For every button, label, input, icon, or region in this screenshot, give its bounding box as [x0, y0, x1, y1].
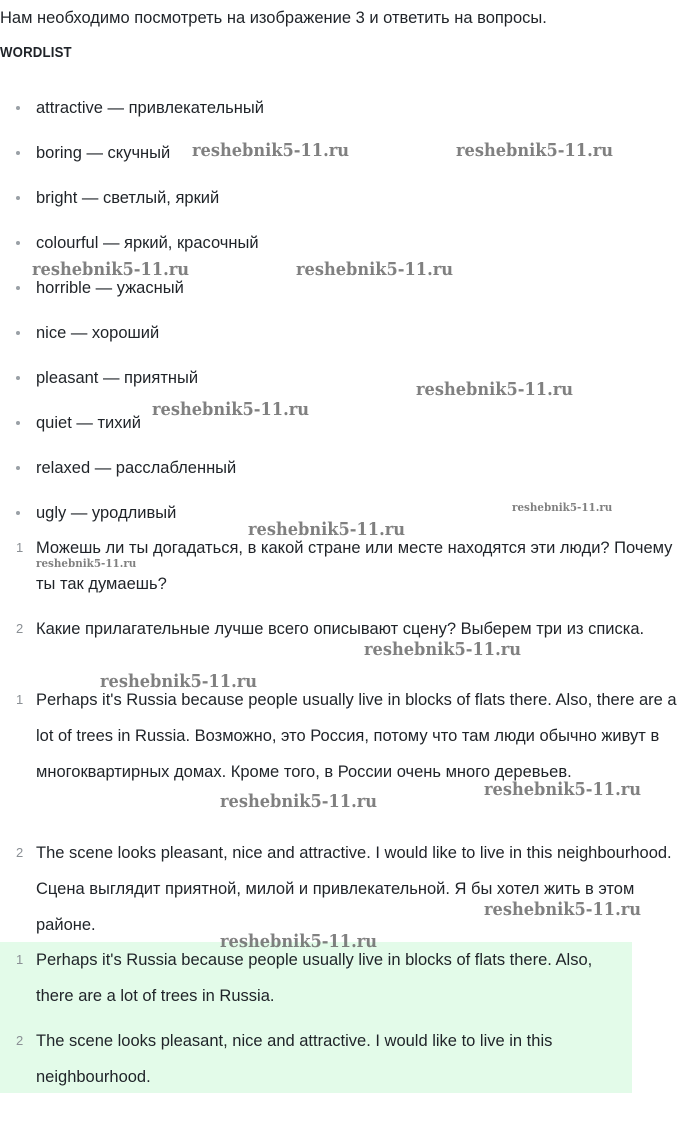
word-entry: relaxed — расслабленный: [36, 459, 237, 477]
word-entry: pleasant — приятный: [36, 369, 199, 387]
watermark: reshebnik5-11.ru: [192, 140, 350, 161]
word-entry: bright — светлый, яркий: [36, 189, 220, 207]
final-answer-text: Perhaps it's Russia because people usually live in blocks of flats there. Also, there are a lot of trees in Russia.: [36, 951, 593, 1005]
watermark: reshebnik5-11.ru: [296, 259, 454, 280]
watermark: reshebnik5-11.ru: [416, 379, 574, 400]
watermark: reshebnik5-11.ru: [456, 140, 614, 161]
word-entry: colourful — яркий, красочный: [36, 234, 259, 252]
watermark: reshebnik5-11.ru: [364, 639, 522, 660]
list-item: [0, 96, 680, 120]
wordlist-heading: WORDLIST: [0, 44, 72, 61]
watermark: reshebnik5-11.ru: [484, 899, 642, 920]
list-item: [0, 231, 680, 255]
bullet-icon: [16, 421, 20, 425]
watermark: reshebnik5-11.ru: [484, 779, 642, 800]
word-entry: horrible — ужасный: [36, 279, 184, 297]
question-number: 1: [16, 540, 24, 555]
answer-item: [0, 835, 680, 943]
answer-text: Perhaps it's Russia because people usually live in blocks of flats there. Also, there are a lot of trees in Russia. Возможно, это Россия, потому что там люди обычно живут в многоквартирных домах. Кроме того, в России очень много деревьев.: [36, 691, 677, 781]
list-item: [0, 411, 680, 435]
list-item: [0, 366, 680, 390]
watermark: reshebnik5-11.ru: [220, 931, 378, 952]
final-answer-item: [0, 942, 632, 1014]
final-answer-number: 1: [16, 952, 24, 967]
watermark: reshebnik5-11.ru: [32, 259, 190, 280]
bullet-icon: [16, 286, 20, 290]
intro-text: Нам необходимо посмотреть на изображение 3 и ответить на вопросы.: [0, 9, 547, 27]
bullet-icon: [16, 106, 20, 110]
answer-number: 2: [16, 845, 24, 860]
question-text: Можешь ли ты догадаться, в какой стране или месте находятся эти люди? Почему ты так думаешь?: [36, 539, 673, 593]
bullet-icon: [16, 331, 20, 335]
answer-number: 1: [16, 692, 24, 707]
watermark: reshebnik5-11.ru: [100, 671, 258, 692]
final-answer-item: [0, 1023, 632, 1095]
question-text: Какие прилагательные лучше всего описывают сцену? Выберем три из списка.: [36, 620, 645, 638]
word-entry: boring — скучный: [36, 144, 171, 162]
watermark: reshebnik5-11.ru: [220, 791, 378, 812]
final-answer-text: The scene looks pleasant, nice and attractive. I would like to live in this neighbourhood.: [36, 1032, 553, 1086]
watermark: reshebnik5-11.ru: [512, 500, 613, 514]
question-number: 2: [16, 621, 24, 636]
answer-text: The scene looks pleasant, nice and attractive. I would like to live in this neighbourhood. Сцена выглядит приятной, милой и привлекательной. Я бы хотел жить в этом районе.: [36, 844, 672, 934]
word-entry: attractive — привлекательный: [36, 99, 264, 117]
bullet-icon: [16, 376, 20, 380]
list-item: [0, 321, 680, 345]
bullet-icon: [16, 511, 20, 515]
bullet-icon: [16, 466, 20, 470]
list-item: [0, 456, 680, 480]
bullet-icon: [16, 196, 20, 200]
word-entry: nice — хороший: [36, 324, 160, 342]
bullet-icon: [16, 151, 20, 155]
word-entry: quiet — тихий: [36, 414, 141, 432]
watermark: reshebnik5-11.ru: [152, 399, 310, 420]
word-entry: ugly — уродливый: [36, 504, 177, 522]
watermark: reshebnik5-11.ru: [36, 556, 137, 570]
bullet-icon: [16, 241, 20, 245]
watermark: reshebnik5-11.ru: [248, 519, 406, 540]
final-answer-number: 2: [16, 1033, 24, 1048]
list-item: [0, 186, 680, 210]
